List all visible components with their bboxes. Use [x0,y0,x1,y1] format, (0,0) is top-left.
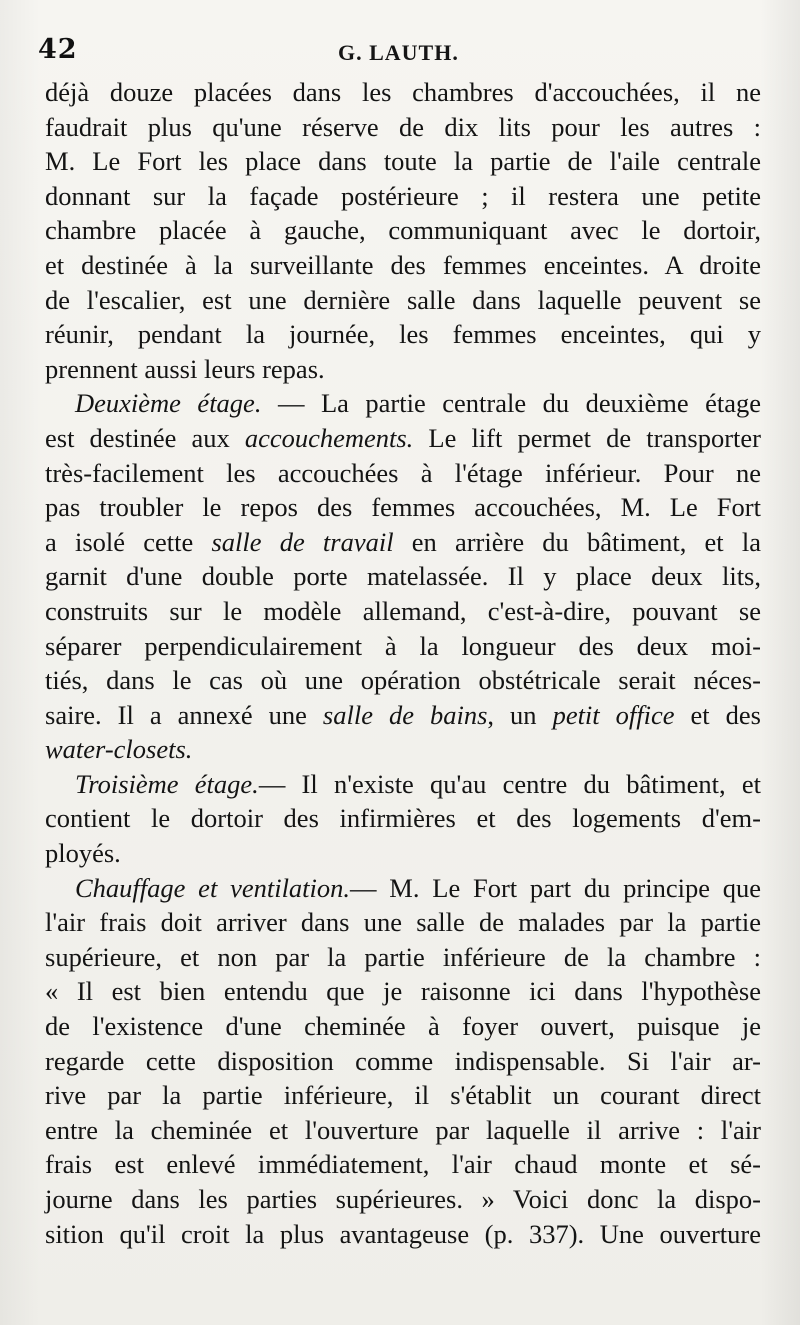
text-segment: déjà douze placées dans les chambres d'accouchées, il ne [45,77,761,107]
text-line [45,905,761,940]
text-segment: regarde cette disposition comme indispensable. Si l'air ar- [45,1045,761,1076]
italic-text: Deuxième étage. [75,388,262,419]
text-segment: supérieure, et non par la partie inférieure de la chambre : [45,941,761,972]
text-segment: très-facilement les accouchées à l'étage inférieur. Pour ne [45,457,761,488]
page-number: 42 [38,34,78,65]
running-head: G. LAUTH. [338,40,459,65]
italic-text: petit office [552,699,675,730]
text-line [45,732,761,767]
text-line [45,1009,761,1044]
text-segment: de l'existence d'une cheminée à foyer ouvert, puisque je [45,1011,761,1042]
italic-text: Chauffage et ventilation. [75,872,351,903]
text-line [45,352,761,387]
text-segment: a isolé cette [45,526,212,557]
text-line [45,421,761,456]
text-line [45,940,761,975]
text-line [45,663,761,698]
text-segment: et des [674,699,761,730]
text-line [45,144,761,179]
text-segment: ployés. [45,838,121,869]
text-segment: prennent aussi leurs repas. [45,353,325,384]
italic-text: salle de bains [322,699,488,730]
text-segment: faudrait plus qu'une réserve de dix lits pour les autres : [45,111,761,142]
text-line [45,317,761,352]
text-line [45,75,761,110]
text-line [45,248,761,283]
text-line [45,974,761,1009]
text-line [45,698,761,733]
text-segment: séparer perpendiculairement à la longueur des deux moi- [45,630,761,661]
text-segment: saire. Il a annexé une [45,699,323,730]
text-segment: réunir, pendant la journée, les femmes enceintes, qui y [45,319,761,350]
text-segment: M. Le Fort les place dans toute la partie de l'aile centrale [45,146,761,177]
page-header [38,34,758,74]
text-segment: « Il est bien entendu que je raisonne ici dans l'hypothèse [45,976,761,1007]
text-line [45,456,761,491]
italic-text: water-closets. [45,734,193,765]
text-segment: l'air frais doit arriver dans une salle de malades par la partie [45,907,761,938]
text-segment: rive par la partie inférieure, il s'établit un courant direct [45,1080,761,1111]
text-line [45,283,761,318]
text-line [45,1147,761,1182]
text-line [45,213,761,248]
text-segment: sition qu'il croit la plus avantageuse (p. 337). Une ouverture [45,1218,761,1249]
text-segment: en arrière du bâtiment, et la [393,526,761,557]
text-line [45,871,761,906]
text-segment: — Il n'existe qu'au centre du bâtiment, et [258,768,761,799]
text-line [45,386,761,421]
text-line [45,1182,761,1217]
text-line [45,179,761,214]
text-segment: est destinée aux [45,422,245,453]
text-segment: construits sur le modèle allemand, c'est-à-dire, pouvant se [45,595,761,626]
text-segment: , un [487,699,553,730]
text-line [45,836,761,871]
text-line [45,490,761,525]
text-segment: journe dans les parties supérieures. » Voici donc la dispo- [45,1184,761,1214]
italic-text: salle de travail [211,526,394,557]
text-segment: garnit d'une double porte matelassée. Il y place deux lits, [45,561,761,592]
text-segment: pas troubler le repos des femmes accouchées, M. Le Fort [45,492,761,523]
text-segment: et destinée à la surveillante des femmes enceintes. A droite [45,249,761,280]
text-line [45,525,761,560]
text-segment: entre la cheminée et l'ouverture par laquelle il arrive : l'air [45,1114,761,1145]
text-segment: contient le dortoir des infirmières et des logements d'em- [45,803,761,834]
text-line [45,1078,761,1113]
text-line [45,110,761,145]
text-line [45,1113,761,1148]
italic-text: Troisième étage. [75,768,259,799]
text-line [45,1217,761,1252]
text-line [45,559,761,594]
text-segment: frais est enlevé immédiatement, l'air chaud monte et sé- [45,1149,761,1180]
text-segment: Le lift permet de transporter [413,422,762,453]
text-segment: — M. Le Fort part du principe que [350,872,761,903]
text-segment: tiés, dans le cas où une opération obstétricale serait néces- [45,665,761,696]
text-line [45,1044,761,1079]
italic-text: accouchements. [244,422,414,453]
text-line [45,629,761,664]
text-line [45,801,761,836]
body-text [45,75,761,1251]
text-line [45,767,761,802]
text-line [45,594,761,629]
text-segment: de l'escalier, est une dernière salle dans laquelle peuvent se [45,284,761,315]
text-segment: chambre placée à gauche, communiquant avec le dortoir, [45,215,761,246]
text-segment: — La partie centrale du deuxième étage [261,388,761,419]
text-segment: donnant sur la façade postérieure ; il restera une petite [45,180,761,211]
